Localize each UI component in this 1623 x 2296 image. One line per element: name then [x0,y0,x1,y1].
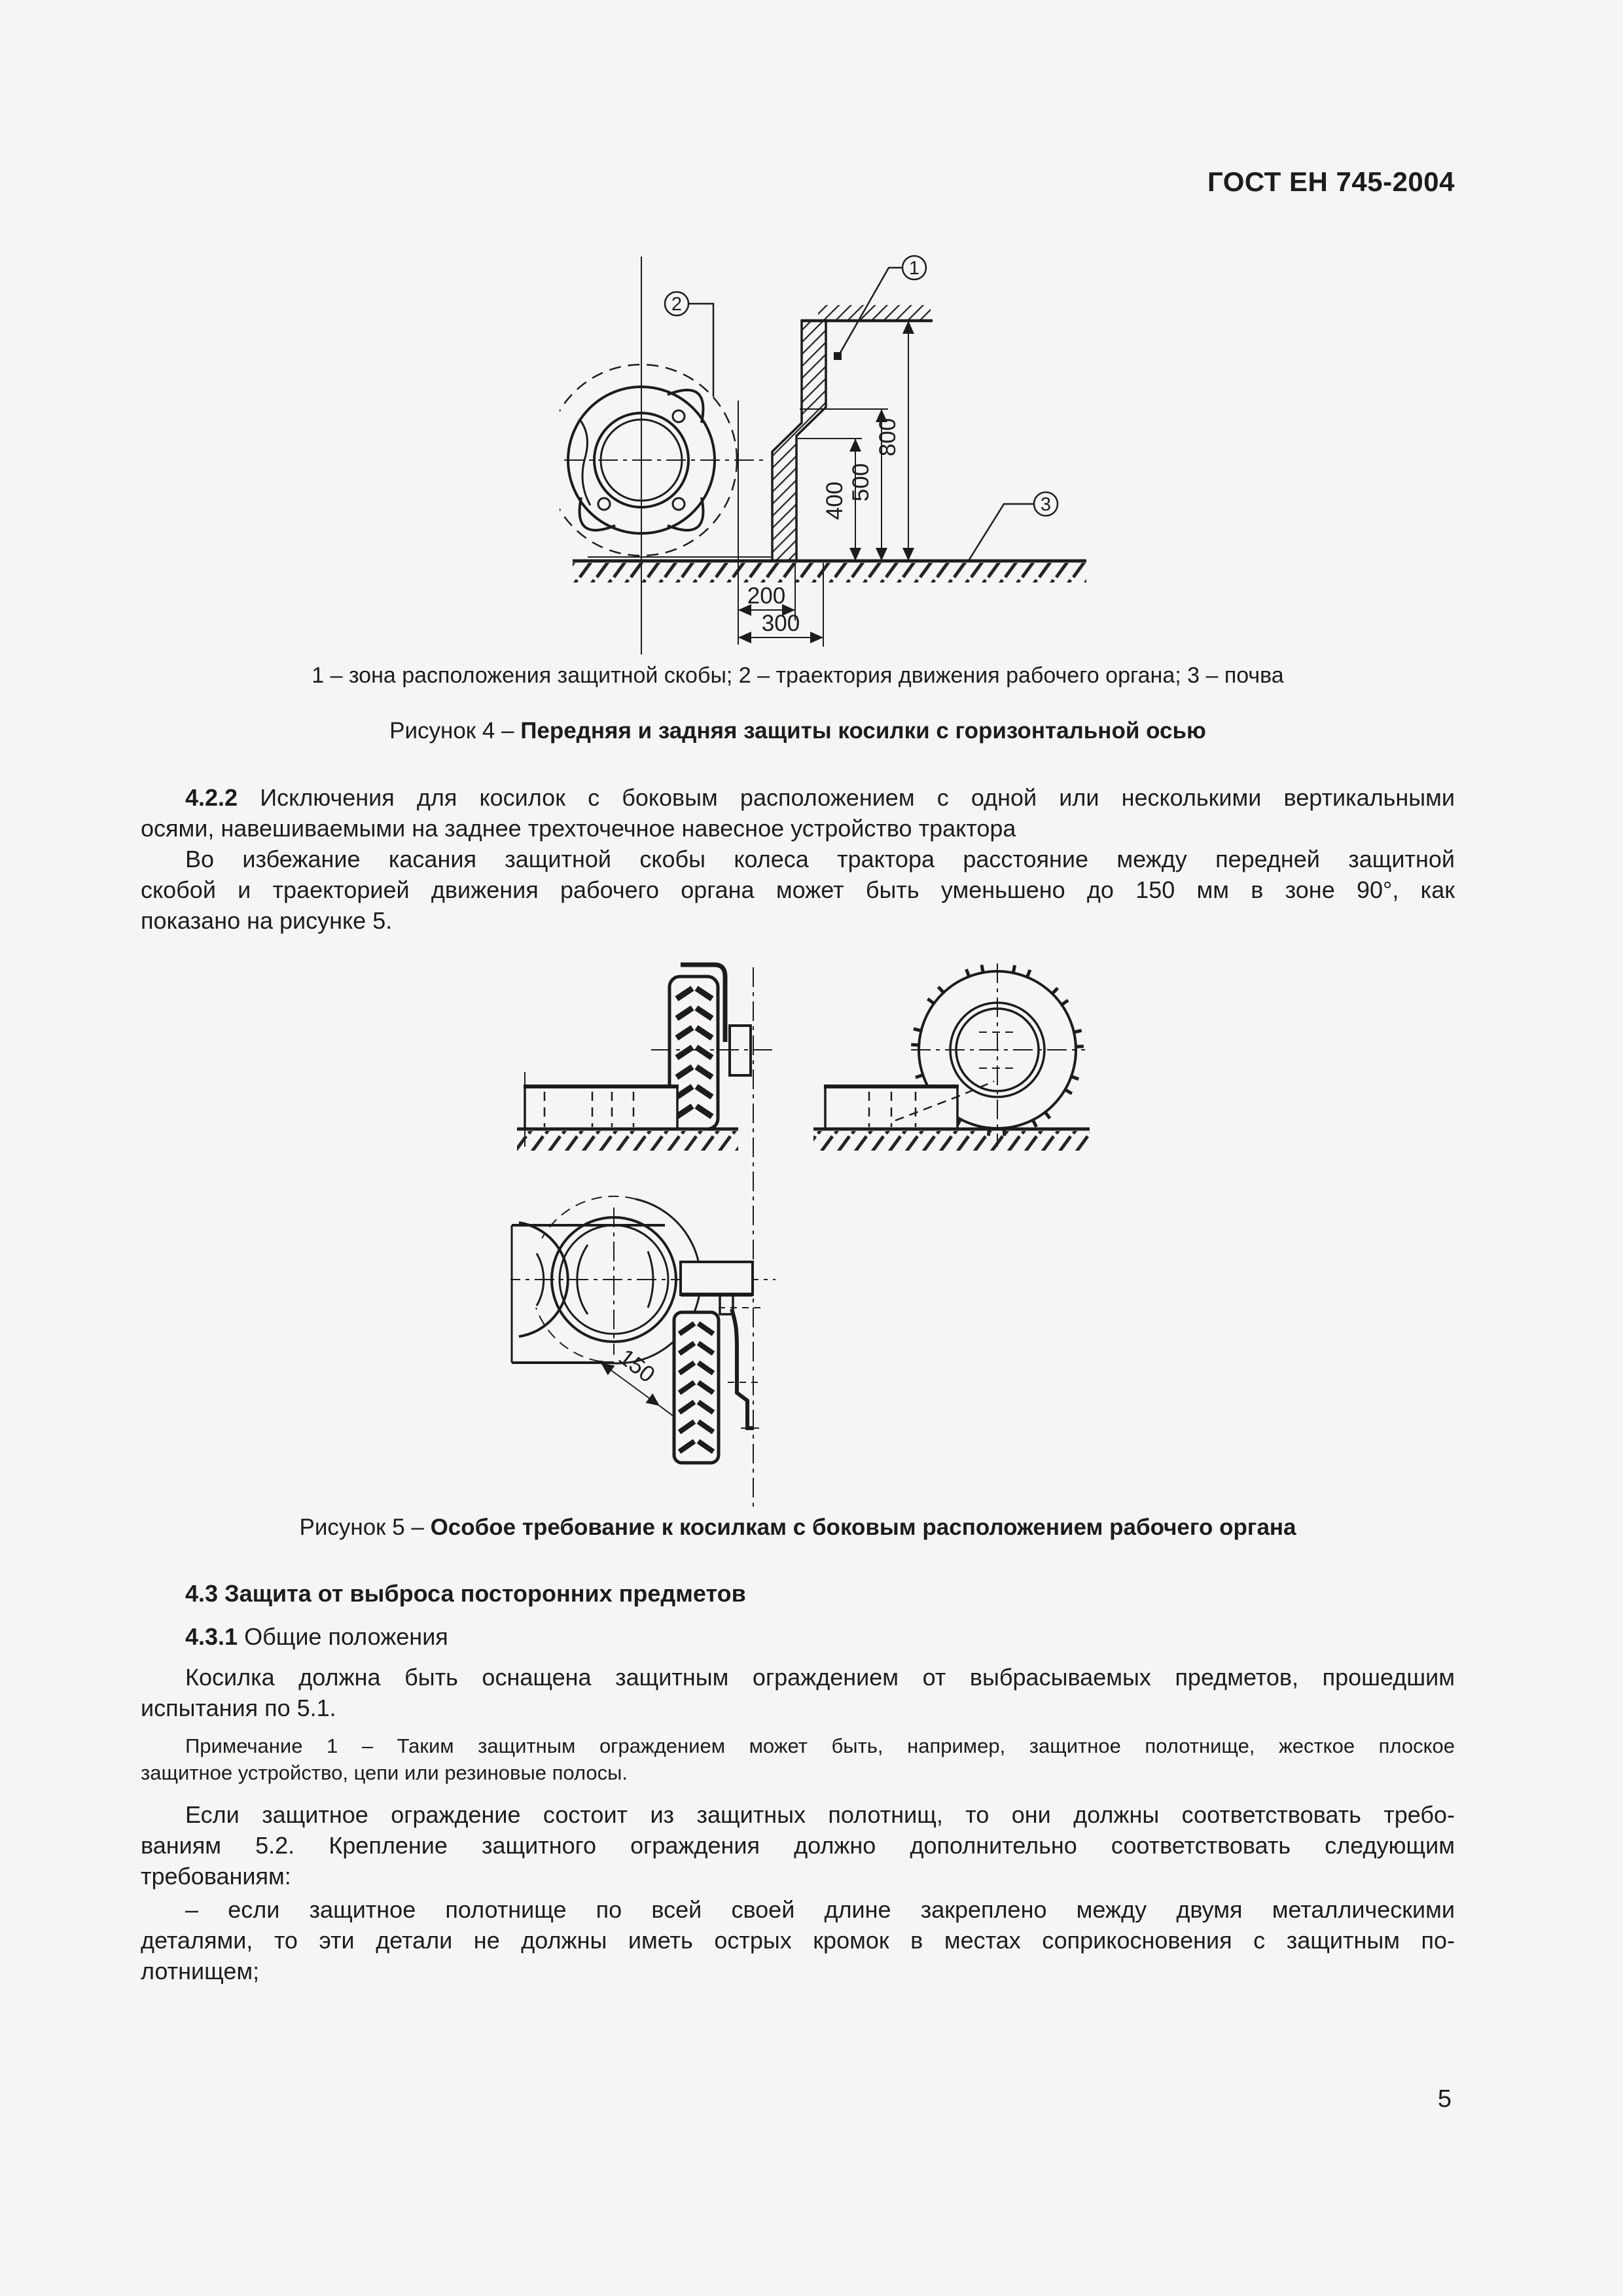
clause-number: 4.2.2 [185,784,238,811]
paragraph-4-2-2 [141,782,1455,936]
ground [573,557,1086,583]
text-line: лотнищем; [141,1958,260,1984]
mower-disc [560,257,764,655]
dim-label-150: 150 [614,1344,660,1388]
page-header: ГОСТ ЕН 745-2004 [1207,166,1455,197]
text-line: осями, навешиваемыми на заднее трехточечное навесное устройство трактора [141,815,1016,842]
figure5-caption [141,1515,1455,1541]
paragraph-requirements [141,1799,1455,1892]
text-line [141,782,1455,813]
frame-arm [681,1262,753,1295]
text-line: требованиям: [141,1863,291,1890]
note-1 [141,1732,1455,1786]
guard-strip [732,1309,754,1428]
page-number: 5 [1437,2085,1452,2113]
text-line: испытания по 5.1. [141,1695,336,1721]
plan-view [510,1196,776,1463]
text-line: Во избежание касания защитной скобы колеса трактора расстояние между передней защитной [185,846,1455,872]
dim-label-800: 800 [875,418,901,457]
dim-label-300: 300 [761,611,800,636]
text-line: защитное устройство, цепи или резиновые полосы. [141,1761,628,1784]
text-line: Примечание 1 – Таким защитным ограждением может быть, например, защитное полотнище, жесткое плоское [185,1734,1455,1757]
guard-bar [525,1086,677,1129]
section-4-3-1 [141,1621,1455,1652]
text-line: ваниям 5.2. Крепление защитного ограждения должно дополнительно соответствовать следующим [141,1832,1455,1859]
section-heading [141,1621,1455,1652]
clause-number: 4.3.1 [185,1623,238,1650]
text-line: – если защитное полотнище по всей своей длине закреплено между двумя металлическими [185,1896,1455,1923]
text-line: Исключения для косилок с боковым расположением с одной или несколькими вертикальными [238,784,1455,811]
section-title: Общие положения [238,1623,448,1650]
section-4-3 [141,1578,1455,1609]
text-line: показано на рисунке 5. [141,907,393,934]
figure5-caption-title: Особое требование к косилкам с боковым расположением рабочего органа [430,1515,1296,1540]
figure-5-drawing [510,942,1099,1518]
front-view-tire-and-guard [813,963,1090,1151]
figure5-caption-label: Рисунок 5 – [299,1515,431,1540]
figure4-caption [141,718,1455,744]
paragraph-4-3-1 [141,1662,1455,1723]
text-line: деталями, то эти детали не должны иметь острых кромок в местах соприкосновения с защитным по- [141,1927,1455,1954]
figure4-legend: 1 – зона расположения защитной скобы; 2 – траектория движения рабочего органа; 3 – почва [312,663,1284,688]
figure-4-drawing [560,245,1106,655]
text-line: скобой и траекторией движения рабочего органа может быть уменьшено до 150 мм в зоне 90°, как [141,876,1455,903]
blade-bolt-icon [598,498,610,510]
dim-label-400: 400 [822,481,847,520]
text-line: Косилка должна быть оснащена защитным ограждением от выбрасываемых предметов, прошедшим [185,1664,1455,1691]
dim-label-500: 500 [848,463,874,502]
section-heading: 4.3 Защита от выброса посторонних предметов [185,1580,746,1607]
figure4-caption-title: Передняя и задняя защиты косилки с горизонтальной осью [520,718,1206,744]
callout-3: 3 [1040,494,1052,515]
text-line: Если защитное ограждение состоит из защитных полотнищ, то они должны соответствовать требо- [185,1801,1455,1828]
callouts [665,256,1058,560]
figure4-caption-label: Рисунок 4 – [389,718,521,744]
callout-1: 1 [908,258,920,279]
list-item-dash [141,1894,1455,1986]
dim-label-200: 200 [747,583,786,609]
side-view-tire-and-guard [517,965,772,1151]
blade-bolt-icon [673,410,685,422]
tire-tread [677,988,712,1117]
blade-bolt-icon [673,498,685,510]
callout-2: 2 [671,294,683,315]
